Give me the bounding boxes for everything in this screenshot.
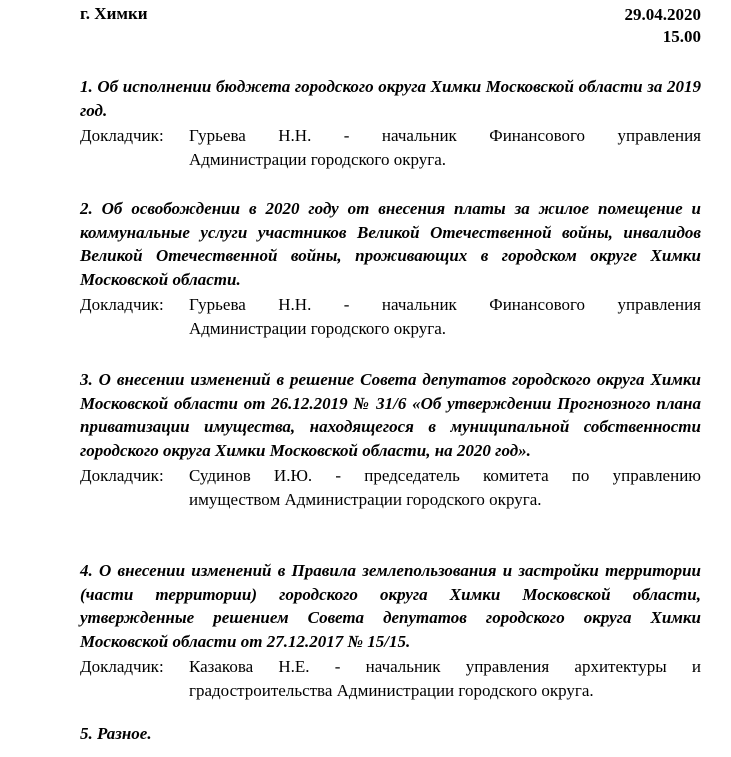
agenda-item-5 xyxy=(80,722,701,746)
speaker-block xyxy=(80,124,701,171)
speaker-block xyxy=(80,464,701,511)
speaker-block xyxy=(80,293,701,340)
speaker-line: градостроительства Администрации городского округа. xyxy=(189,680,594,700)
speaker-text xyxy=(189,655,701,702)
agenda-item-4 xyxy=(80,559,701,702)
agenda-item-1 xyxy=(80,75,701,171)
meeting-date: 29.04.2020 xyxy=(624,5,701,24)
speaker-line: Казакова Н.Е. - начальник управления архитектуры и xyxy=(189,657,701,676)
agenda-item-2 xyxy=(80,197,701,340)
speaker-line: имуществом Администрации городского округа. xyxy=(189,489,542,509)
agenda-item-title: 3. О внесении изменений в решение Совета депутатов городского округа Химки Московской области от 26.12.2019 № 31/6 «Об утверждении Прогнозного плана приватизации имущества, находящегося в муниципальной собственности городского округа Химки Московской области, на 2020 год». xyxy=(80,370,701,460)
meeting-time: 15.00 xyxy=(662,27,701,46)
speaker-line: Гурьева Н.Н. - начальник Финансового управления xyxy=(189,126,701,145)
agenda-item-title: 2. Об освобождении в 2020 году от внесения платы за жилое помещение и коммунальные услуги участников Великой Отечественной войны, инвалидов Великой Отечественной войны, проживающих в городском округе Химки Московской области. xyxy=(80,199,701,289)
date-time-block xyxy=(625,4,702,48)
agenda-item-title: 4. О внесении изменений в Правила землепользования и застройки территории (части территории) городского округа Химки Московской области, утвержденные решением Совета депутатов городского округа Химки Московской области от 27.12.2017 № 15/15. xyxy=(80,561,701,651)
speaker-label: Докладчик: xyxy=(80,295,164,314)
agenda-item-title: 1. Об исполнении бюджета городского округа Химки Московской области за 2019 год. xyxy=(80,77,701,120)
speaker-label: Докладчик: xyxy=(80,657,164,676)
agenda-item-title: 5. Разное. xyxy=(80,724,152,743)
agenda-page xyxy=(80,0,701,743)
speaker-line: Администрации городского округа. xyxy=(189,149,447,169)
agenda-item-3 xyxy=(80,368,701,511)
speaker-block xyxy=(80,655,701,702)
speaker-text xyxy=(189,124,701,171)
city-label: г. Химки xyxy=(80,4,148,23)
speaker-text xyxy=(189,464,701,511)
speaker-line: Судинов И.Ю. - председатель комитета по управлению xyxy=(189,466,701,485)
speaker-label: Докладчик: xyxy=(80,126,164,145)
speaker-text xyxy=(189,293,701,340)
speaker-label: Докладчик: xyxy=(80,466,164,485)
speaker-line: Администрации городского округа. xyxy=(189,318,447,338)
header xyxy=(80,0,701,48)
speaker-line: Гурьева Н.Н. - начальник Финансового управления xyxy=(189,295,701,314)
